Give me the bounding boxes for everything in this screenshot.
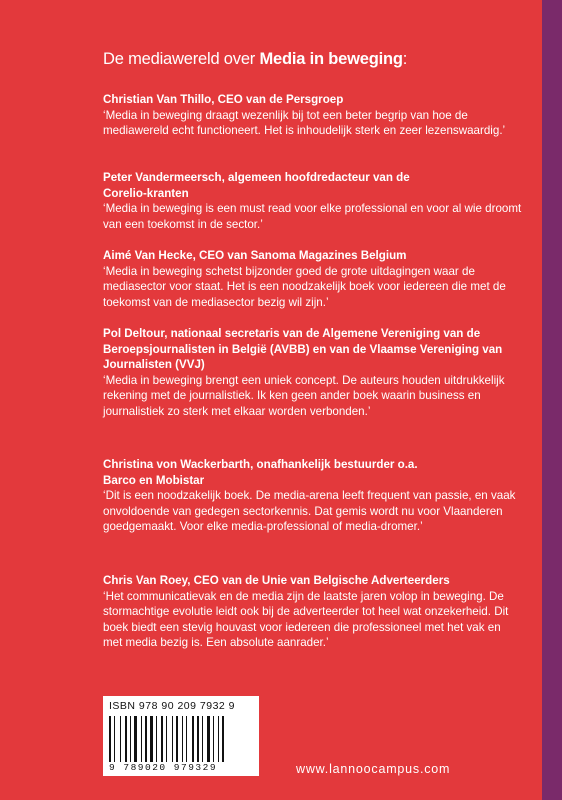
barcode-bar bbox=[158, 716, 160, 762]
barcode-bar bbox=[156, 716, 157, 762]
barcode-bar bbox=[200, 716, 201, 762]
barcode-bar bbox=[166, 716, 167, 762]
heading-title: Media in beweging bbox=[259, 50, 403, 68]
quote-text: ‘Media in beweging draagt wezenlijk bij tot een beter begrip van hoe de mediawereld echt functioneert. Het is inhoudelijk sterk en zeer lezenswaardig.’ bbox=[103, 108, 506, 137]
quote-text: ‘Media in beweging brengt een uniek concept. De auteurs houden uitdrukkelijk rekening met de journalistiek. Ik ken geen ander boek waarin business en journalistiek zo sterk met elkaar worden verbonden.’ bbox=[103, 373, 505, 418]
barcode-bar bbox=[134, 716, 137, 762]
barcode-bar bbox=[145, 716, 147, 762]
barcode-bar bbox=[150, 716, 153, 762]
isbn-barcode-box bbox=[103, 696, 259, 776]
quote-author: Chris Van Roey, CEO van de Unie van Belgische Adverteerders bbox=[103, 574, 450, 587]
barcode-bar bbox=[128, 716, 129, 762]
barcode-bar bbox=[188, 716, 191, 762]
barcode-bar bbox=[114, 716, 115, 762]
barcode-digits: 9 789020 979329 bbox=[109, 762, 218, 773]
barcode-bar bbox=[161, 716, 163, 762]
quote-block bbox=[103, 92, 523, 139]
barcode-bar bbox=[215, 716, 217, 762]
barcode-bar bbox=[197, 716, 199, 762]
book-spine bbox=[542, 0, 562, 800]
barcode-bar bbox=[116, 716, 119, 762]
barcode-bar bbox=[182, 716, 183, 762]
barcode-bar bbox=[213, 716, 214, 762]
barcode-bar bbox=[112, 716, 113, 762]
barcode-bar bbox=[130, 716, 131, 762]
barcode-bar bbox=[222, 716, 224, 762]
quote-author: Aimé Van Hecke, CEO van Sanoma Magazines Belgium bbox=[103, 249, 407, 262]
barcode-bar bbox=[179, 716, 181, 762]
barcode-bar bbox=[172, 716, 173, 762]
quote-text: ‘Dit is een noodzakelijk boek. De media-arena leeft frequent van passie, en vaak onvoldoende van gedegen sectorkennis. Dat gemis wordt nu voor Vlaanderen goedgemaakt. Voor elke media-professional of media-dromer.’ bbox=[103, 489, 516, 533]
barcode-icon bbox=[109, 716, 253, 762]
quote-block bbox=[103, 457, 516, 535]
barcode-bar bbox=[192, 716, 194, 762]
barcode-bar bbox=[207, 716, 210, 762]
page-heading bbox=[103, 50, 523, 69]
barcode-bar bbox=[218, 716, 219, 762]
barcode-bar bbox=[120, 716, 121, 762]
quote-block bbox=[103, 170, 522, 232]
barcode-bar bbox=[202, 716, 203, 762]
quote-author: Peter Vandermeersch, algemeen hoofdredacteur van de Corelio-kranten bbox=[103, 171, 410, 200]
publisher-website: www.lannoocampus.com bbox=[296, 762, 451, 776]
barcode-bar bbox=[220, 716, 221, 762]
barcode-bar bbox=[109, 716, 111, 762]
quote-block bbox=[103, 573, 523, 651]
barcode-bar bbox=[125, 716, 127, 762]
barcode-bar bbox=[143, 716, 144, 762]
barcode-bar bbox=[204, 716, 206, 762]
quote-author: Pol Deltour, nationaal secretaris van de Algemene Vereniging van de Beroepsjournalisten in België (AVBB) en van de Vlaamse Vereniging van Journalisten (VVJ) bbox=[103, 327, 503, 371]
quote-text: ‘Media in beweging schetst bijzonder goed de grote uitdagingen waar de mediasector voor staat. Het is een noodzakelijk boek voor iedereen die met de toekomst van de mediasector bezig wil zijn.’ bbox=[103, 264, 506, 309]
barcode-bar bbox=[168, 716, 171, 762]
barcode-bar bbox=[195, 716, 196, 762]
barcode-bar bbox=[138, 716, 140, 762]
quote-text: ‘Het communicatievak en de media zijn de laatste jaren volop in beweging. De stormachtige evolutie leidt ook bij de adverteerder tot heel wat onzekerheid. Dit boek biedt een stevig houvast voor iedereen die professioneel met het vak en met media bezig is. Een absolute aanrader.’ bbox=[103, 589, 509, 649]
barcode-bar bbox=[174, 716, 175, 762]
barcode-bar bbox=[186, 716, 187, 762]
quote-author: Christian Van Thillo, CEO van de Persgroep bbox=[103, 93, 344, 106]
barcode-bar bbox=[184, 716, 185, 762]
barcode-bar bbox=[148, 716, 149, 762]
barcode-bar bbox=[211, 716, 212, 762]
quote-block bbox=[103, 326, 523, 419]
quote-block bbox=[103, 248, 523, 310]
barcode-bar bbox=[132, 716, 133, 762]
quote-text: ‘Media in beweging is een must read voor elke professional en voor al wie droomt van een toekomst in de sector.’ bbox=[103, 202, 522, 231]
quote-author: Christina von Wackerbarth, onafhankelijk bestuurder o.a. Barco en Mobistar bbox=[103, 458, 418, 487]
barcode-bar bbox=[176, 716, 178, 762]
isbn-label: ISBN 978 90 209 7932 9 bbox=[109, 700, 236, 712]
heading-suffix: : bbox=[402, 50, 408, 68]
barcode-bar bbox=[164, 716, 165, 762]
barcode-bar bbox=[122, 716, 124, 762]
heading-prefix: De mediawereld over bbox=[103, 50, 260, 68]
barcode-bar bbox=[141, 716, 142, 762]
barcode-bar bbox=[154, 716, 155, 762]
